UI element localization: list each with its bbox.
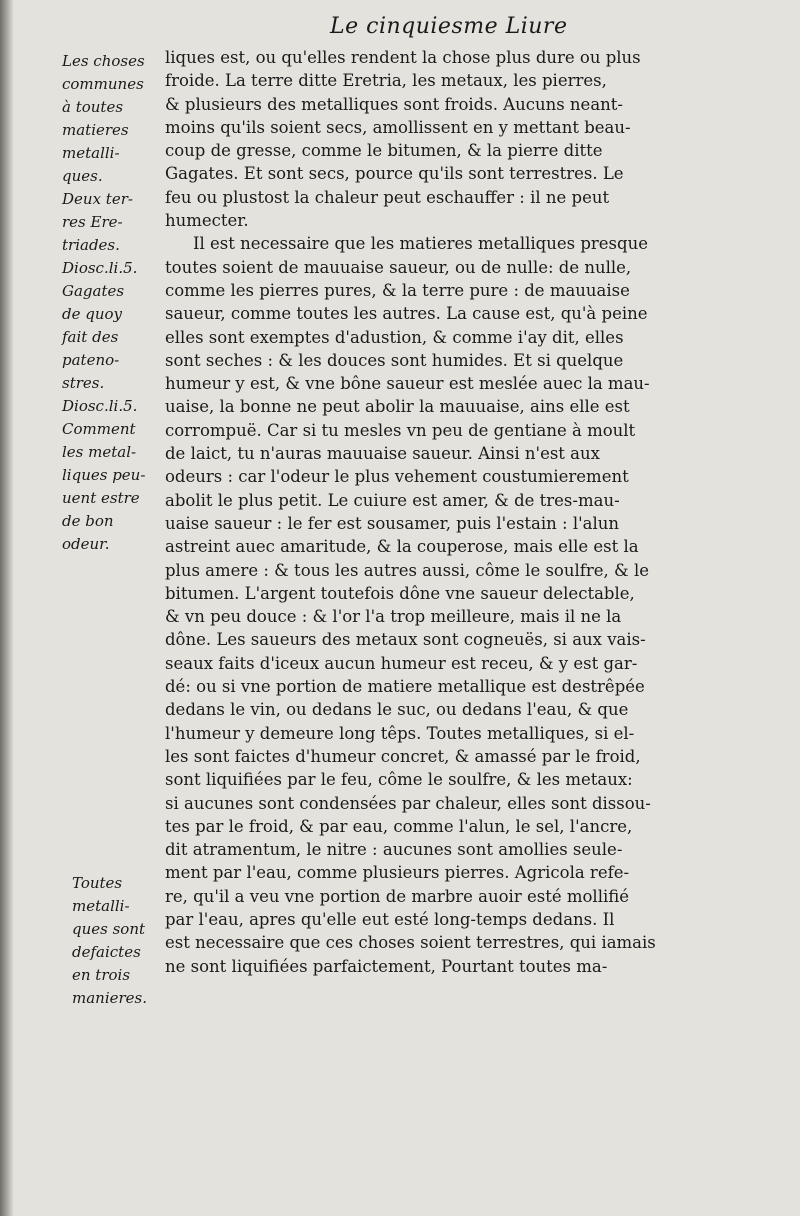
text-line: dône. Les saueurs des metaux sont cogneuës, si aux vais- bbox=[165, 630, 646, 650]
text-line: les sont faictes d'humeur concret, & amassé par le froid, bbox=[165, 746, 641, 766]
text-line: re, qu'il a veu vne portion de marbre auoir esté mollifié bbox=[165, 886, 630, 906]
text-line: l'humeur y demeure long têps. Toutes metalliques, si el- bbox=[165, 723, 635, 743]
margin-note-line: Diosc.li.5. bbox=[62, 397, 138, 415]
margin-note-line: pateno- bbox=[62, 351, 120, 369]
text-line: sont seches : & les douces sont humides. Et si quelque bbox=[165, 350, 624, 370]
text-line: froide. La terre ditte Eretria, les metaux, les pierres, bbox=[165, 71, 607, 91]
margin-note-line: metalli- bbox=[72, 897, 130, 915]
margin-note-group-2 bbox=[72, 872, 147, 1010]
text-line: Il est necessaire que les matieres metalliques presque bbox=[193, 234, 648, 254]
margin-note-line: les metal- bbox=[62, 443, 137, 461]
text-line: tes par le froid, & par eau, comme l'alun, le sel, l'ancre, bbox=[165, 816, 633, 836]
margin-note-line: uent estre bbox=[62, 489, 140, 507]
text-line: Gagates. Et sont secs, pource qu'ils sont terrestres. Le bbox=[165, 164, 624, 184]
text-line: par l'eau, apres qu'elle eut esté long-temps dedans. Il bbox=[165, 909, 615, 929]
text-line: astreint auec amaritude, & la couperose, mais elle est la bbox=[165, 537, 639, 557]
margin-note-line: ques. bbox=[62, 167, 103, 185]
margin-note-line: manieres. bbox=[72, 989, 148, 1007]
margin-note-line: Diosc.li.5. bbox=[62, 259, 138, 277]
margin-note-line: ques sont bbox=[72, 920, 146, 938]
margin-note-line: Les choses bbox=[62, 52, 145, 70]
margin-note-line: Toutes bbox=[72, 874, 123, 892]
margin-note-line: liques peu- bbox=[62, 466, 146, 484]
text-line: dé: ou si vne portion de matiere metallique est destrêpée bbox=[165, 677, 645, 697]
margin-note-line: odeur. bbox=[62, 535, 110, 553]
running-head: Le cinquiesme Liure bbox=[330, 14, 568, 39]
margin-note-line: Gagates bbox=[62, 282, 125, 300]
text-line: uaise saueur : le fer est sousamer, puis l'estain : l'alun bbox=[165, 513, 620, 533]
text-line: sont liquifiées par le feu, côme le soulfre, & les metaux: bbox=[165, 770, 633, 790]
margin-note-line: matieres bbox=[62, 121, 129, 139]
margin-note-line: defaictes bbox=[72, 943, 141, 961]
text-line: coup de gresse, comme le bitumen, & la pierre ditte bbox=[165, 141, 603, 161]
margin-notes bbox=[62, 50, 167, 1007]
margin-note-line: de quoy bbox=[62, 305, 123, 323]
margin-note-line: en trois bbox=[72, 966, 131, 984]
page-gutter-shadow bbox=[0, 0, 14, 1216]
text-line: ne sont liquifiées parfaictement, Pourtant toutes ma- bbox=[165, 956, 608, 976]
margin-note-line: communes bbox=[62, 75, 144, 93]
margin-note-line: stres. bbox=[62, 374, 105, 392]
text-line: dit atramentum, le nitre : aucunes sont amollies seule- bbox=[165, 840, 623, 860]
text-line: plus amere : & tous les autres aussi, côme le soulfre, & le bbox=[165, 560, 649, 580]
text-line: ment par l'eau, comme plusieurs pierres. Agricola refe- bbox=[165, 863, 630, 883]
text-line: & plusieurs des metalliques sont froids. Aucuns neant- bbox=[165, 94, 623, 114]
text-line: moins qu'ils soient secs, amollissent en y mettant beau- bbox=[165, 117, 631, 137]
text-line: odeurs : car l'odeur le plus vehement coustumierement bbox=[165, 467, 629, 487]
text-line: toutes soient de mauuaise saueur, ou de nulle: de nulle, bbox=[165, 257, 632, 277]
margin-note-line: Deux ter- bbox=[62, 190, 133, 208]
text-line: uaise, la bonne ne peut abolir la mauuaise, ains elle est bbox=[165, 397, 630, 417]
margin-note-line: de bon bbox=[62, 512, 114, 530]
text-line: est necessaire que ces choses soient terrestres, qui iamais bbox=[165, 933, 656, 953]
text-line: corrompuë. Car si tu mesles vn peu de gentiane à moult bbox=[165, 420, 636, 440]
text-line: & vn peu douce : & l'or l'a trop meilleure, mais il ne la bbox=[165, 607, 622, 627]
text-line: liques est, ou qu'elles rendent la chose plus dure ou plus bbox=[165, 48, 641, 67]
text-line: dedans le vin, ou dedans le suc, ou dedans l'eau, & que bbox=[165, 700, 629, 720]
margin-note-line: Comment bbox=[62, 420, 136, 438]
text-line: abolit le plus petit. Le cuiure est amer, & de tres-mau- bbox=[165, 490, 620, 510]
margin-note-line: res Ere- bbox=[62, 213, 123, 231]
text-line: elles sont exemptes d'adustion, & comme i'ay dit, elles bbox=[165, 327, 624, 347]
text-line: humecter. bbox=[165, 211, 249, 231]
margin-note-line: fait des bbox=[62, 328, 119, 346]
margin-note-line: à toutes bbox=[62, 98, 124, 116]
text-line: humeur y est, & vne bône saueur est meslée auec la mau- bbox=[165, 374, 650, 394]
text-line: seaux faits d'iceux aucun humeur est receu, & y est gar- bbox=[165, 653, 638, 673]
body-text bbox=[165, 46, 768, 978]
margin-note-line: metalli- bbox=[62, 144, 120, 162]
margin-note-group-1 bbox=[62, 50, 167, 556]
text-line: si aucunes sont condensées par chaleur, elles sont dissou- bbox=[165, 793, 651, 813]
text-line: comme les pierres pures, & la terre pure : de mauuaise bbox=[165, 280, 630, 300]
text-line: feu ou plustost la chaleur peut eschauffer : il ne peut bbox=[165, 187, 610, 207]
text-line: de laict, tu n'auras mauuaise saueur. Ainsi n'est aux bbox=[165, 444, 600, 464]
text-line: bitumen. L'argent toutefois dône vne saueur delectable, bbox=[165, 583, 635, 603]
margin-note-line: triades. bbox=[62, 236, 120, 254]
text-line: saueur, comme toutes les autres. La cause est, qu'à peine bbox=[165, 304, 648, 324]
